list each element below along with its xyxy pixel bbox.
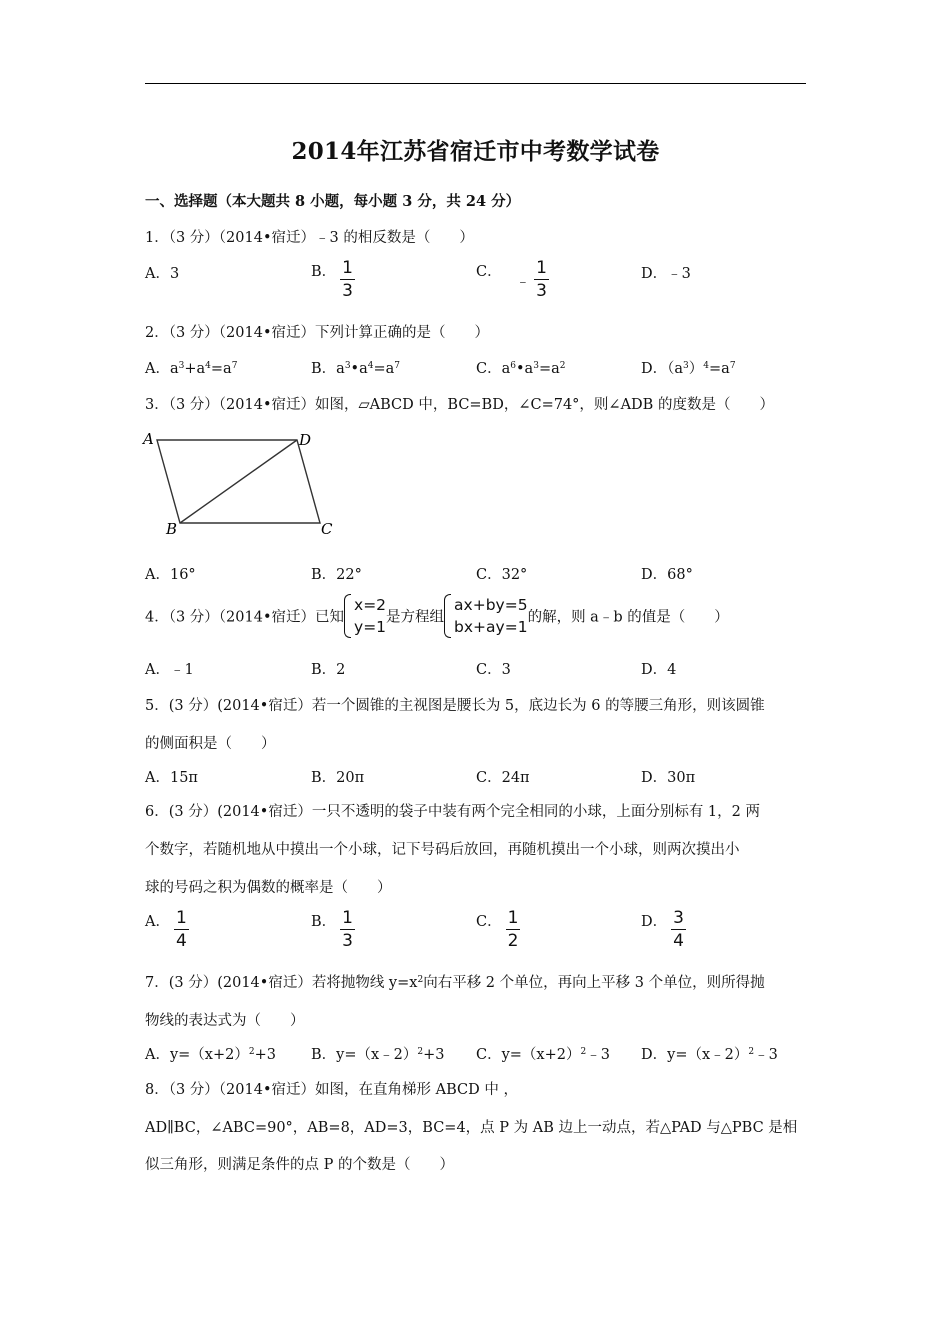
question-8-stem-line1: 8．（3 分）（2014•宿迁）如图，在直角梯形 ABCD 中 ， xyxy=(145,1082,518,1098)
q6-a-fraction: $\frac{1}{4}$ xyxy=(175,908,187,951)
q1-c-fraction: $\frac{1}{3}$ xyxy=(536,258,547,301)
q4-solution-system: x=2 y=1 xyxy=(344,594,386,638)
left-brace xyxy=(344,594,351,638)
q2-option-a: A．$a^3+a^4=a^7$ xyxy=(145,361,238,377)
q7-option-d: D．y=（x﹣2）$^2$﹣3 xyxy=(641,1047,778,1063)
vertex-label-a: A xyxy=(143,430,154,448)
q4-option-b: B．2 xyxy=(311,662,346,678)
parallelogram-diagram xyxy=(140,428,340,543)
q5-option-a: A．15π xyxy=(145,770,198,786)
q1-option-b: B． $\frac{1}{3}$ xyxy=(311,258,353,301)
q6-option-b: B． $\frac{1}{3}$ xyxy=(311,908,353,951)
question-5-stem-line1: 5．(3 分）(2014•宿迁）若一个圆锥的主视图是腰长为 5，底边长为 6 的等腰三角形，则该圆锥 xyxy=(145,698,765,714)
q1-b-fraction: $\frac{1}{3}$ xyxy=(342,258,353,301)
q2-option-b: B．$a^3•a^4=a^7$ xyxy=(311,361,401,377)
q6-option-c: C． $\frac{1}{2}$ xyxy=(476,908,519,951)
q4-equation-system: ax+by=5 bx+ay=1 xyxy=(444,594,528,638)
question-3-stem: 3．（3 分）（2014•宿迁）如图，▱ABCD 中，BC=BD，∠C=74°，则∠ADB 的度数是（ ） xyxy=(145,397,774,413)
vertex-label-b: B xyxy=(166,520,178,538)
question-6-stem-line1: 6．(3 分）(2014•宿迁）一只不透明的袋子中装有两个完全相同的小球，上面分别标有 1，2 两 xyxy=(145,804,760,820)
q6-option-a: A． $\frac{1}{4}$ xyxy=(145,908,187,951)
question-8-stem-line3: 似三角形，则满足条件的点 P 的个数是（ ） xyxy=(145,1157,454,1173)
q7-option-a: A．$y=(x+2)^2+3$ xyxy=(145,1047,276,1063)
q4-option-d: D．4 xyxy=(641,662,677,678)
q6-b-fraction: $\frac{1}{3}$ xyxy=(342,908,353,951)
question-1-stem: 1．（3 分）（2014•宿迁）﹣3 的相反数是（ ） xyxy=(145,230,474,246)
section-heading: 一、选择题（本大题共 8 小题，每小题 3 分，共 24 分） xyxy=(145,193,521,210)
q5-option-b: B．20π xyxy=(311,770,365,786)
question-8-stem-line2: AD∥BC，∠ABC=90°，AB=8，AD=3，BC=4，点 P 为 AB 边上一动点，若△PAD 与△PBC 是相 xyxy=(145,1120,798,1136)
diagonal-bd xyxy=(180,440,297,523)
question-6-stem-line2: 个数字，若随机地从中摸出一个小球，记下号码后放回，再随机摸出一个小球，则两次摸出小 xyxy=(145,842,740,858)
q2-option-d: D．$(a^3)^4=a^7$ xyxy=(641,361,736,377)
vertex-label-c: C xyxy=(321,520,333,538)
question-4-stem: 4．（3 分）（2014•宿迁）已知 x=2 y=1 是方程组 ax+by=5 bx+ay=1 的解，则 a﹣b 的值是（ ） xyxy=(145,596,729,636)
question-6-stem-line3: 球的号码之积为偶数的概率是（ ） xyxy=(145,880,392,896)
q6-option-d: D． $\frac{3}{4}$ xyxy=(641,908,684,951)
q5-option-c: C．24π xyxy=(476,770,530,786)
q4-option-a: A．﹣1 xyxy=(145,662,194,678)
q2-option-c: C．$a^6•a^3=a^2$ xyxy=(476,361,566,377)
q3-option-c: C．32° xyxy=(476,567,528,583)
header-rule xyxy=(145,83,806,84)
q7-option-b: B．y=（x﹣2）$^2$+3 xyxy=(311,1047,445,1063)
q3-option-b: B．22° xyxy=(311,567,362,583)
question-7-stem-line1: 7．(3 分）(2014•宿迁）若将抛物线 $y=x^2$向右平移 2 个单位，再向上平移 3 个单位，则所得抛 xyxy=(145,975,765,991)
q1-option-d: D．﹣3 xyxy=(641,266,691,282)
q4-option-c: C．3 xyxy=(476,662,511,678)
q3-option-a: A．16° xyxy=(145,567,196,583)
q7-option-c: C．$y=(x+2)^2﹣3$ xyxy=(476,1047,610,1063)
question-7-stem-line2: 物线的表达式为（ ） xyxy=(145,1013,305,1029)
q1-option-a: A．3 xyxy=(145,266,180,282)
page-title: 2014年江苏省宿迁市中考数学试卷 xyxy=(291,138,660,165)
q1-option-c: C．﹣ $\frac{1}{3}$ xyxy=(476,258,547,301)
vertex-label-d: D xyxy=(299,431,312,449)
question-2-stem: 2．（3 分）（2014•宿迁）下列计算正确的是（ ） xyxy=(145,325,490,341)
question-5-stem-line2: 的侧面积是（ ） xyxy=(145,736,276,752)
left-brace xyxy=(444,594,451,638)
q3-option-d: D．68° xyxy=(641,567,693,583)
q5-option-d: D．30π xyxy=(641,770,696,786)
parallelogram-figure xyxy=(140,428,340,543)
q6-d-fraction: $\frac{3}{4}$ xyxy=(673,908,684,951)
q6-c-fraction: $\frac{1}{2}$ xyxy=(507,908,519,951)
